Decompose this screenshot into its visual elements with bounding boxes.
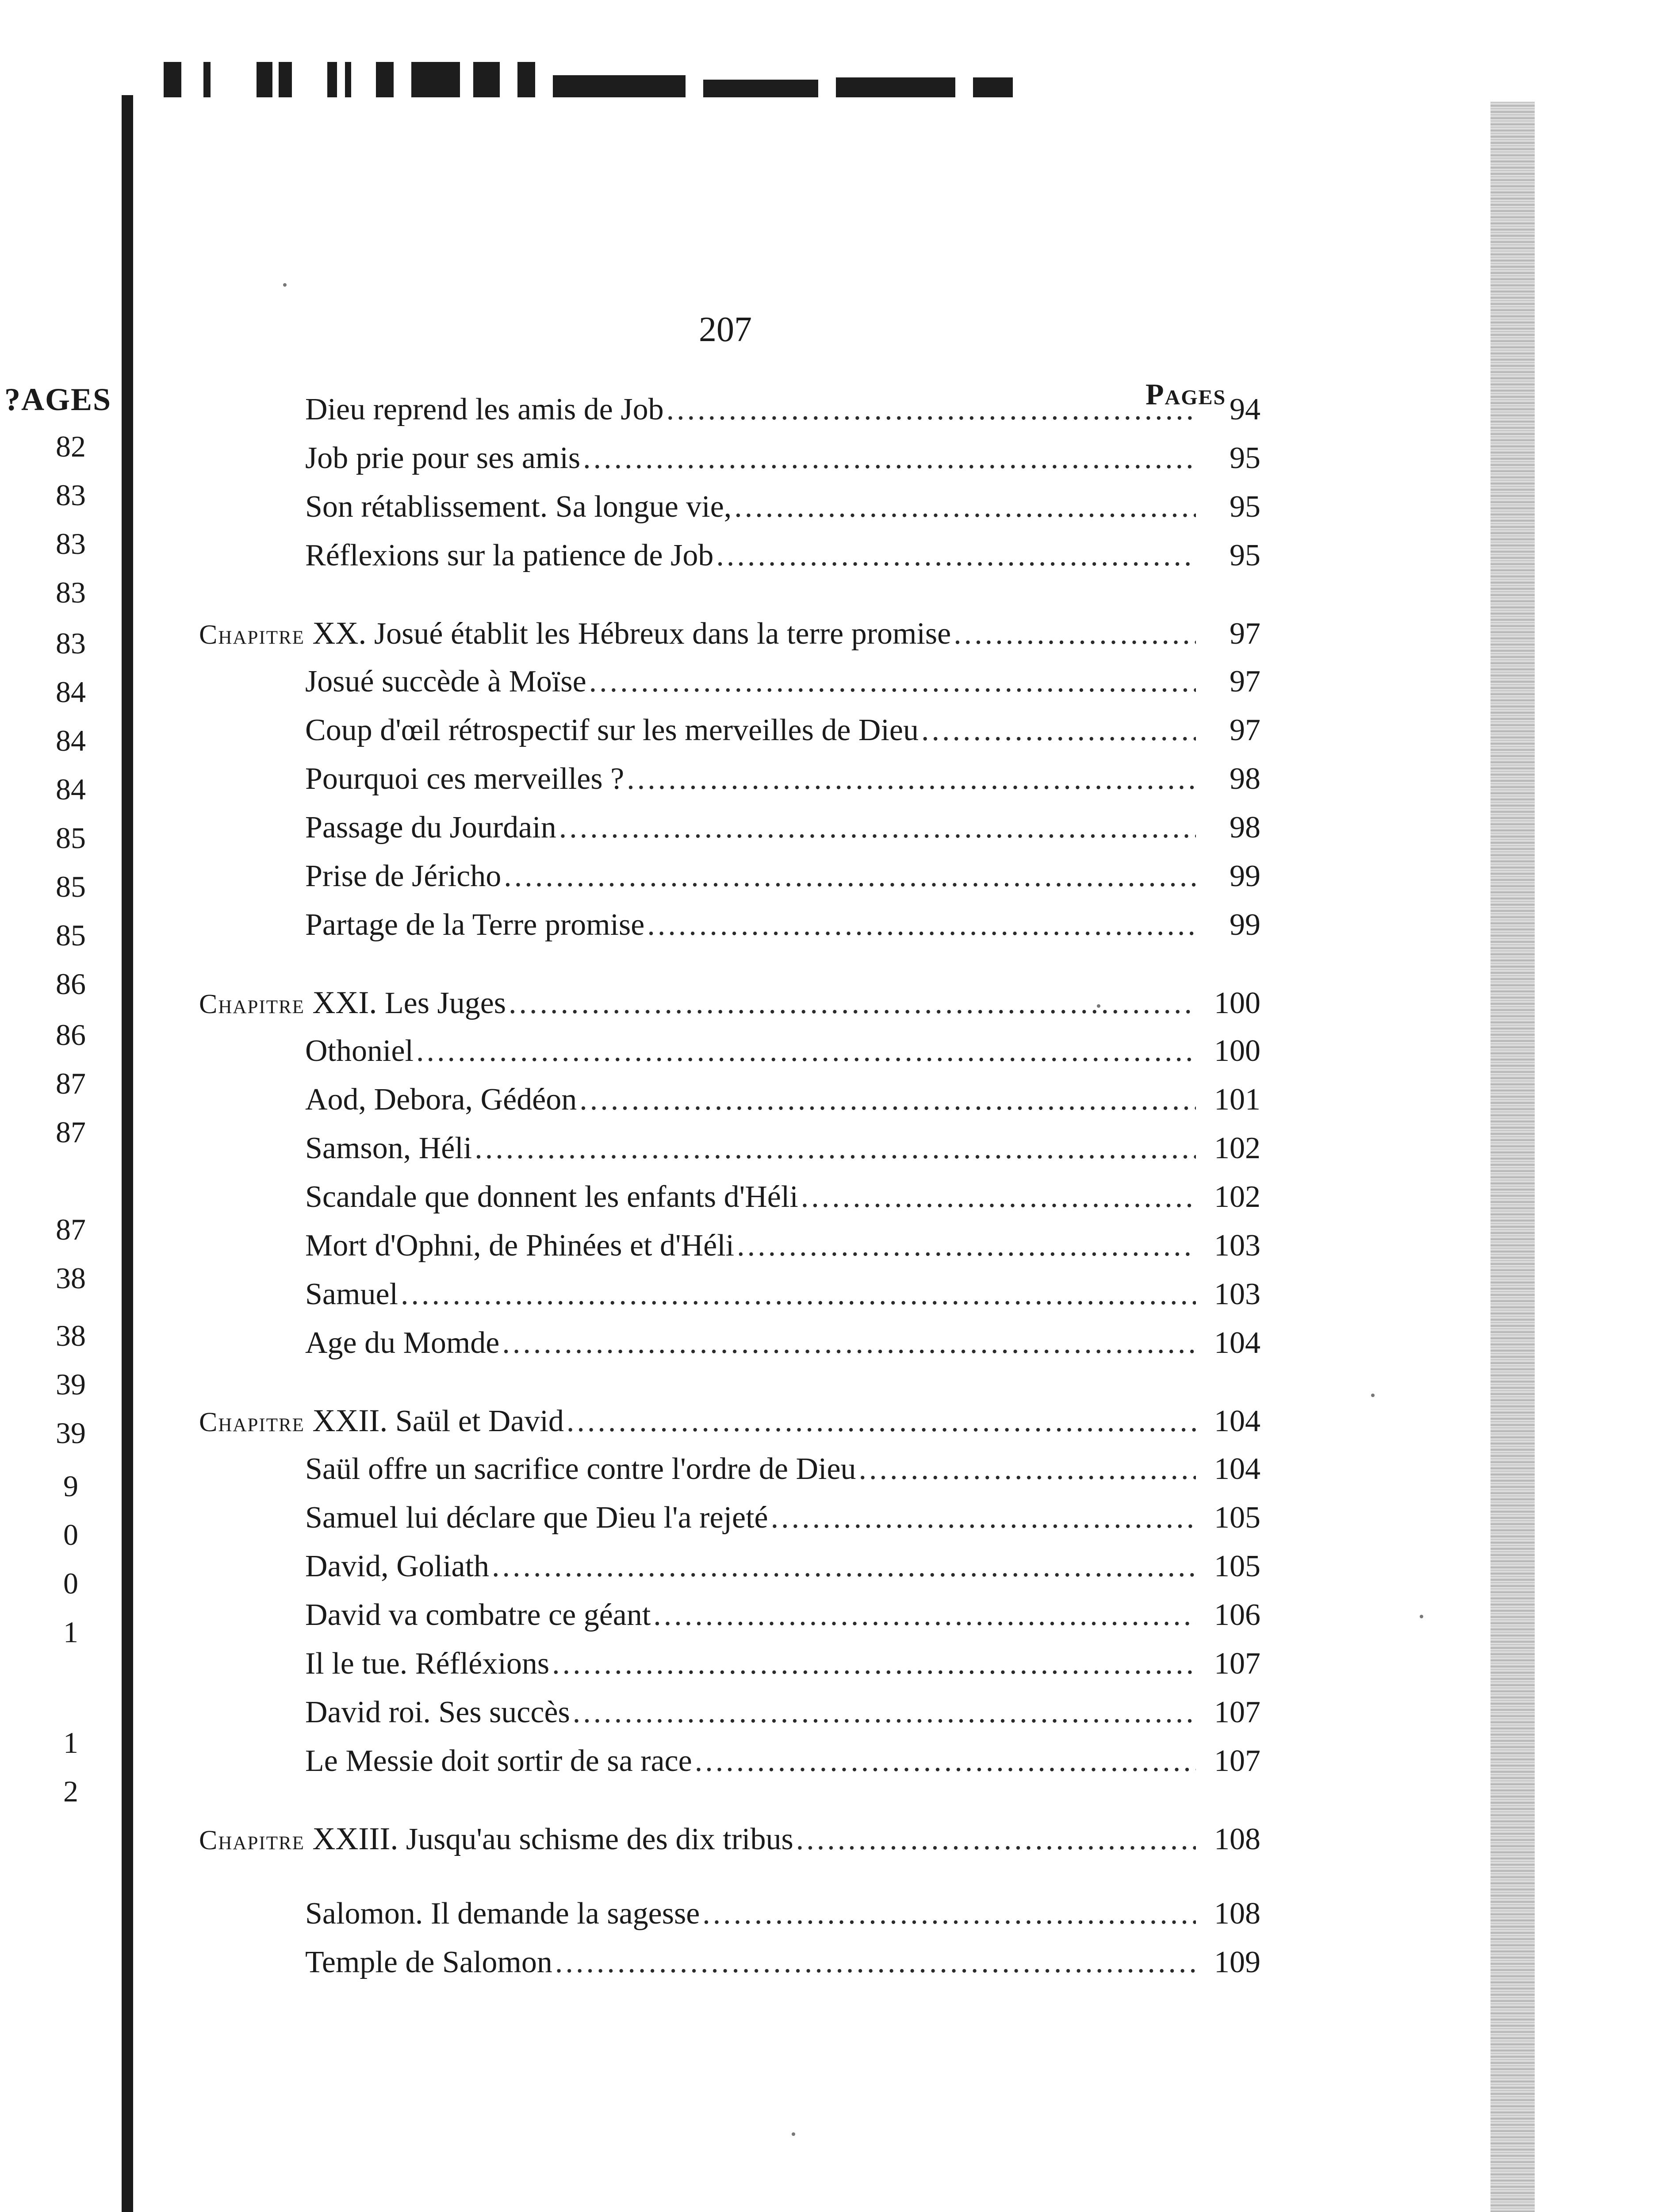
entry-page-number: 105 <box>1214 1501 1260 1535</box>
dot-leader <box>737 1225 1196 1266</box>
chapter-title: Les Juges <box>384 986 506 1020</box>
prev-page-number: 38 <box>56 1319 86 1352</box>
dot-leader <box>567 1401 1196 1442</box>
toc-entry-row <box>305 487 1260 527</box>
chapter-label: Chapitre <box>199 1825 305 1855</box>
dot-leader <box>504 856 1196 897</box>
chapter-title: Saül et David <box>395 1404 564 1438</box>
entry-page-number: 95 <box>1230 490 1260 524</box>
toc-entry-row <box>305 905 1260 945</box>
entry-title: Samuel <box>305 1277 398 1311</box>
entry-title: Age du Momde <box>305 1326 500 1360</box>
entry-title: David roi. Ses succès <box>305 1695 570 1729</box>
toc-entry-row <box>305 1225 1260 1266</box>
dot-leader <box>653 1595 1196 1636</box>
dot-leader <box>559 807 1196 848</box>
dot-leader <box>509 983 1196 1024</box>
entry-page-number: 102 <box>1214 1131 1260 1165</box>
toc-entry-row <box>305 438 1260 479</box>
prev-page-number: 84 <box>56 772 86 806</box>
prev-page-number: 0 <box>63 1567 78 1600</box>
dot-leader <box>583 438 1196 479</box>
entry-title: Saül offre un sacrifice contre l'ordre de Dieu <box>305 1452 856 1486</box>
chapter-title: Josué établit les Hébreux dans la terre promise <box>374 617 951 651</box>
entry-page-number: 101 <box>1214 1083 1260 1117</box>
entry-title: Prise de Jéricho <box>305 859 502 893</box>
entry-title: David, Goliath <box>305 1549 490 1583</box>
prev-page-number: 9 <box>63 1469 78 1503</box>
entry-page-number: 98 <box>1230 810 1260 845</box>
prev-page-number: 87 <box>56 1115 86 1149</box>
scan-edge <box>1490 102 1535 2212</box>
entry-page-number: 104 <box>1214 1452 1260 1486</box>
prev-page-number: 87 <box>56 1213 86 1246</box>
entry-page-number: 109 <box>1214 1945 1260 1979</box>
prev-page-number: 86 <box>56 967 86 1001</box>
toc-chapter-row <box>199 613 1260 655</box>
entry-title: Aod, Debora, Gédéon <box>305 1083 577 1117</box>
chapter-heading <box>199 613 951 655</box>
dot-leader <box>647 905 1196 945</box>
entry-page-number: 97 <box>1230 713 1260 747</box>
chapter-number: XXIII. <box>312 1821 398 1856</box>
dot-leader <box>921 710 1196 751</box>
toc-entry-row <box>305 1498 1260 1538</box>
dot-leader <box>801 1177 1196 1217</box>
entry-page-number: 106 <box>1214 1598 1260 1632</box>
entry-page-number: 100 <box>1214 986 1260 1020</box>
pages-column-header: Pages <box>1145 377 1226 411</box>
prev-page-number: 1 <box>63 1615 78 1649</box>
chapter-number: XXII. <box>312 1403 388 1438</box>
dot-leader <box>702 1893 1196 1934</box>
entry-page-number: 103 <box>1214 1277 1260 1311</box>
toc-entry-row <box>305 1893 1260 1934</box>
prev-page-number: 82 <box>56 430 86 463</box>
chapter-label: Chapitre <box>199 1407 305 1437</box>
toc-entry-row <box>305 389 1260 430</box>
entry-page-number: 107 <box>1214 1744 1260 1778</box>
toc-entry-row <box>305 1942 1260 1983</box>
chapter-heading <box>199 1818 793 1861</box>
toc-chapter-row <box>199 1818 1260 1861</box>
toc-entry-row <box>305 1274 1260 1315</box>
entry-page-number: 108 <box>1214 1822 1260 1856</box>
dot-leader <box>954 614 1196 654</box>
toc-entry-row <box>305 1741 1260 1782</box>
toc-entry-row <box>305 661 1260 702</box>
entry-page-number: 103 <box>1214 1229 1260 1263</box>
chapter-heading <box>199 1400 564 1443</box>
entry-page-number: 104 <box>1214 1404 1260 1438</box>
toc-entry-row <box>305 1449 1260 1490</box>
prev-page-number: 85 <box>56 821 86 855</box>
toc-entry-row <box>305 1031 1260 1071</box>
entry-title: Samson, Héli <box>305 1131 472 1165</box>
entry-title: Mort d'Ophni, de Phinées et d'Héli <box>305 1229 735 1263</box>
dot-leader <box>627 759 1196 799</box>
prev-page-number: 84 <box>56 675 86 709</box>
entry-title: Temple de Salomon <box>305 1945 552 1979</box>
entry-page-number: 97 <box>1230 617 1260 651</box>
prev-page-number: 1 <box>63 1726 78 1759</box>
entry-page-number: 94 <box>1230 392 1260 426</box>
entry-page-number: 95 <box>1230 441 1260 475</box>
entry-title: Réflexions sur la patience de Job <box>305 538 714 572</box>
entry-title: Il le tue. Réfléxions <box>305 1647 550 1681</box>
entry-page-number: 99 <box>1230 859 1260 893</box>
toc-chapter-row <box>199 1400 1260 1443</box>
prev-page-number: 39 <box>56 1367 86 1401</box>
binding-gutter <box>122 95 133 2212</box>
prev-page-number: 39 <box>56 1416 86 1450</box>
prev-page-number: 84 <box>56 724 86 757</box>
dot-leader <box>734 487 1196 527</box>
entry-page-number: 95 <box>1230 538 1260 572</box>
page-number: 207 <box>699 310 752 349</box>
dot-leader <box>667 389 1196 430</box>
entry-title: Dieu reprend les amis de Job <box>305 392 664 426</box>
entry-page-number: 105 <box>1214 1549 1260 1583</box>
prev-page-number: 85 <box>56 918 86 952</box>
entry-title: Scandale que donnent les enfants d'Héli <box>305 1180 798 1214</box>
dot-leader <box>695 1741 1196 1782</box>
entry-title: Le Messie doit sortir de sa race <box>305 1744 692 1778</box>
entry-title: Job prie pour ses amis <box>305 441 581 475</box>
dot-leader <box>771 1498 1196 1538</box>
prev-page-number: 83 <box>56 478 86 512</box>
toc-entry-row <box>305 1128 1260 1169</box>
prev-page-number: 86 <box>56 1018 86 1052</box>
entry-title: Josué succède à Moïse <box>305 664 586 699</box>
prev-page-number: 83 <box>56 576 86 609</box>
dot-leader <box>859 1449 1196 1490</box>
entry-page-number: 100 <box>1214 1034 1260 1068</box>
dot-leader <box>579 1079 1196 1120</box>
prev-page-number: 38 <box>56 1261 86 1295</box>
toc-entry-row <box>305 1079 1260 1120</box>
entry-title: Coup d'œil rétrospectif sur les merveilles de Dieu <box>305 713 919 747</box>
toc-chapter-row <box>199 982 1260 1025</box>
entry-title: Son rétablissement. Sa longue vie, <box>305 490 732 524</box>
chapter-number: XX. <box>312 615 367 651</box>
entry-page-number: 107 <box>1214 1695 1260 1729</box>
dot-leader <box>716 535 1196 576</box>
entry-title: Pourquoi ces merveilles ? <box>305 762 624 796</box>
entry-page-number: 104 <box>1214 1326 1260 1360</box>
entry-page-number: 97 <box>1230 664 1260 699</box>
dot-leader <box>401 1274 1196 1315</box>
toc-entry-row <box>305 1177 1260 1217</box>
entry-page-number: 108 <box>1214 1897 1260 1931</box>
dot-leader <box>555 1942 1196 1983</box>
dot-leader <box>573 1692 1196 1733</box>
chapter-label: Chapitre <box>199 620 305 650</box>
dot-leader <box>492 1546 1196 1587</box>
entry-title: David va combatre ce géant <box>305 1598 651 1632</box>
entry-page-number: 107 <box>1214 1647 1260 1681</box>
dot-leader <box>552 1644 1196 1684</box>
prev-page-header: ?AGES <box>4 382 112 417</box>
toc-entry-row <box>305 1595 1260 1636</box>
entry-page-number: 99 <box>1230 908 1260 942</box>
chapter-label: Chapitre <box>199 989 305 1019</box>
prev-page-number: 87 <box>56 1067 86 1100</box>
dot-leader <box>416 1031 1196 1071</box>
entry-title: Passage du Jourdain <box>305 810 556 845</box>
toc-entry-row <box>305 807 1260 848</box>
chapter-number: XXI. <box>312 985 377 1020</box>
entry-title: Samuel lui déclare que Dieu l'a rejeté <box>305 1501 768 1535</box>
entry-title: Salomon. Il demande la sagesse <box>305 1897 700 1931</box>
chapter-heading <box>199 982 506 1025</box>
dot-leader <box>796 1819 1196 1860</box>
entry-page-number: 102 <box>1214 1180 1260 1214</box>
toc-entry-row <box>305 535 1260 576</box>
toc-entry-row <box>305 1546 1260 1587</box>
prev-page-number: 2 <box>63 1774 78 1808</box>
dot-leader <box>475 1128 1196 1169</box>
toc-entry-row <box>305 710 1260 751</box>
toc-entry-row <box>305 1644 1260 1684</box>
entry-title: Partage de la Terre promise <box>305 908 645 942</box>
entry-page-number: 98 <box>1230 762 1260 796</box>
entry-title: Othoniel <box>305 1034 414 1068</box>
chapter-title: Jusqu'au schisme des dix tribus <box>406 1822 793 1856</box>
toc-entry-row <box>305 1692 1260 1733</box>
top-print-strip <box>164 62 1013 97</box>
prev-page-number: 83 <box>56 626 86 660</box>
toc-entry-row <box>305 759 1260 799</box>
prev-page-number: 85 <box>56 870 86 903</box>
toc-entry-row <box>305 856 1260 897</box>
toc-entry-row <box>305 1323 1260 1363</box>
prev-page-number: 0 <box>63 1518 78 1551</box>
dot-leader <box>589 661 1196 702</box>
prev-page-number: 83 <box>56 527 86 561</box>
dot-leader <box>502 1323 1196 1363</box>
